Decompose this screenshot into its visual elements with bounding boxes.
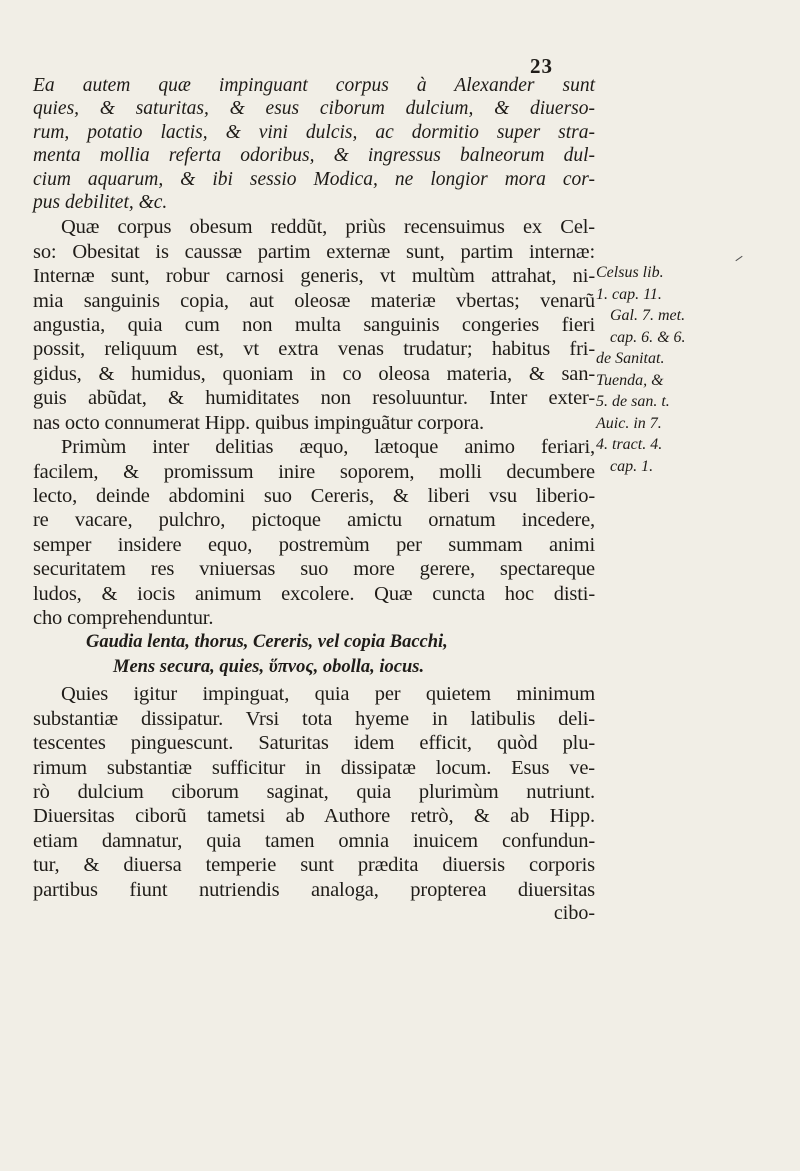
- text-line: Primùm inter delitias æquo, lætoque animo feriari,: [61, 436, 595, 459]
- marginal-note: 5. de san. t.: [596, 393, 670, 410]
- text-line: Quæ corpus obesum reddũt, priùs recensuimus ex Cel-: [61, 216, 595, 239]
- catchword: cibo-: [553, 902, 595, 924]
- text-line: guis abũdat, & humiditates non resoluuntur. Inter exter-: [33, 387, 595, 410]
- marginal-notes: [596, 262, 696, 477]
- text-line: angustia, quia cum non multa sanguinis congeries fieri: [33, 314, 595, 337]
- marginal-note: 4. tract. 4.: [596, 436, 663, 453]
- text-line: semper insidere equo, postremùm per summam animi: [33, 533, 595, 556]
- paragraph-1: [33, 215, 595, 435]
- main-text-column: [33, 74, 595, 924]
- text-line: pus debilitet, &c.: [33, 192, 168, 214]
- text-line: Quies igitur impinguat, quia per quietem minimum: [61, 683, 595, 706]
- marginal-note: Celsus lib.: [596, 264, 664, 281]
- text-line: rò dulcium ciborum saginat, quia plurimùm nutriunt.: [33, 780, 595, 803]
- text-line: quies, & saturitas, & esus ciborum dulcium, & diuerso-: [33, 98, 595, 120]
- text-line: tescentes pinguescunt. Saturitas idem efficit, quòd plu-: [33, 732, 595, 755]
- text-line: cho comprehenduntur.: [33, 606, 214, 629]
- text-line: Internæ sunt, robur carnosi generis, vt multùm attrahat, ni-: [33, 265, 595, 288]
- page-number: 23: [530, 54, 553, 78]
- marginal-note: cap. 6. & 6.: [610, 328, 686, 346]
- text-line: nas octo connumerat Hipp. quibus impinguãtur corpora.: [33, 411, 484, 434]
- text-line: rum, potatio lactis, & vini dulcis, ac dormitio super stra-: [33, 121, 595, 143]
- marginal-note: cap. 1.: [610, 457, 654, 475]
- text-line: cium aquarum, & ibi sessio Modica, ne longior mora cor-: [33, 168, 595, 190]
- text-line: tur, & diuersa temperie sunt prædita diuersis corporis: [33, 854, 595, 877]
- verse-line: Gaudia lenta, thorus, Cereris, vel copia Bacchi,: [86, 632, 448, 653]
- text-line: Ea autem quæ impinguant corpus à Alexander sunt: [33, 75, 595, 96]
- paragraph-3: [33, 682, 595, 902]
- text-line: possit, reliquum est, vt extra venas trudatur; habitus fri-: [33, 338, 595, 361]
- text-line: facilem, & promissum inire soporem, molli decumbere: [33, 460, 595, 483]
- marginal-note: 1. cap. 11.: [596, 285, 662, 303]
- text-line: menta mollia referta odoribus, & ingressus balneorum dul-: [33, 145, 595, 167]
- marginal-note: Gal. 7. met.: [610, 307, 686, 324]
- text-line: rimum substantiæ sufficitur in dissipatæ locum. Esus ve-: [33, 756, 595, 779]
- margin-mark: [735, 256, 742, 261]
- marginal-note: Tuenda, &: [596, 371, 664, 389]
- text-line: so: Obesitat is caussæ partim externæ sunt, partim internæ:: [33, 240, 595, 263]
- marginal-note: Auic. in 7.: [596, 414, 662, 432]
- text-line: etiam damnatur, quia tamen omnia inuicem confundun-: [33, 829, 595, 852]
- text-line: substantiæ dissipatur. Vrsi tota hyeme in latibulis deli-: [33, 707, 595, 730]
- text-line: gidus, & humidus, quoniam in co oleosa materia, & san-: [33, 362, 595, 385]
- text-line: Diuersitas ciborũ tametsi ab Authore retrò, & ab Hipp.: [33, 805, 595, 828]
- text-line: securitatem res vniuersas suo more gerere, spectareque: [33, 558, 595, 581]
- distich: [33, 630, 595, 680]
- text-line: ludos, & iocis animum excolere. Quæ cuncta hoc disti-: [33, 582, 595, 605]
- text-line: re vacare, pulchro, pictoque amictu ornatum incedere,: [33, 509, 595, 532]
- marginal-note: de Sanitat.: [596, 350, 665, 367]
- verse-line: Mens secura, quies, ὕπνος, obolla, iocus.: [113, 657, 425, 678]
- text-line: partibus fiunt nutriendis analoga, propterea diuersitas: [33, 878, 595, 901]
- text-line: lecto, deinde abdomini suo Cereris, & liberi vsu liberio-: [33, 484, 595, 507]
- italic-paragraph: [33, 74, 595, 214]
- catchword-row: [33, 902, 595, 924]
- paragraph-2: [33, 435, 595, 630]
- text-line: mia sanguinis copia, aut oleosæ materiæ vbertas; venarũ: [33, 289, 595, 312]
